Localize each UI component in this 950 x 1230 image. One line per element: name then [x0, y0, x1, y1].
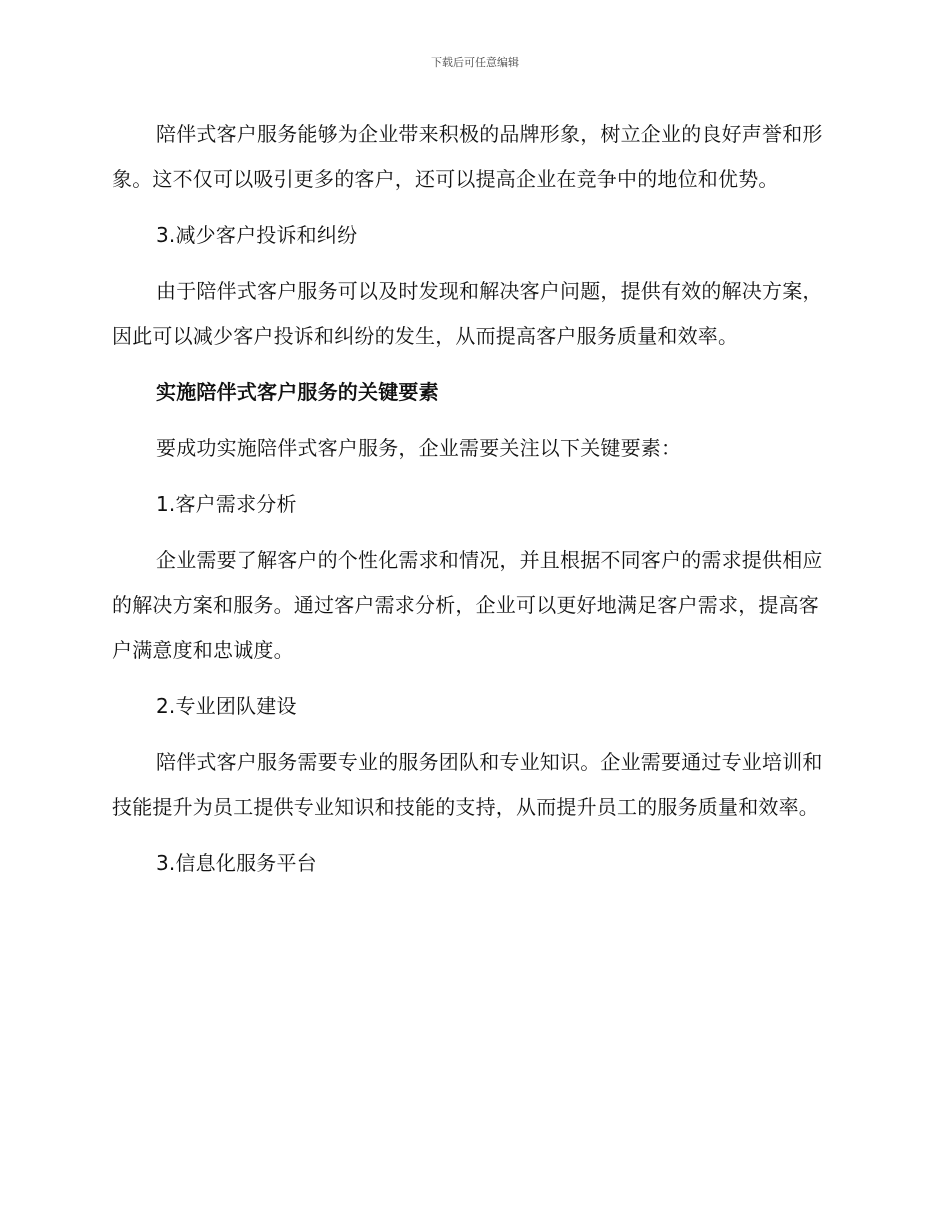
document-body: [112, 112, 832, 897]
paragraph-key-elements-intro: 要成功实施陪伴式客户服务，企业需要关注以下关键要素：: [156, 436, 682, 460]
subheading-reduce-complaints: 3.减少客户投诉和纠纷: [156, 223, 358, 247]
subheading-customer-needs: 1.客户需求分析: [156, 492, 297, 516]
page-header-note: 下载后可任意编辑: [431, 56, 519, 69]
subheading-service-platform: 3.信息化服务平台: [156, 851, 317, 875]
paragraph-reduce-complaints: 由于陪伴式客户服务可以及时发现和解决客户问题，提供有效的解决方案，因此可以减少客户投诉和纠纷的发生，从而提高客户服务质量和效率。: [112, 279, 823, 348]
section-heading-key-elements: 实施陪伴式客户服务的关键要素: [156, 380, 439, 404]
subheading-team-building: 2.专业团队建设: [156, 694, 297, 718]
paragraph-team-building: 陪伴式客户服务需要专业的服务团队和专业知识。企业需要通过专业培训和技能提升为员工提供专业知识和技能的支持，从而提升员工的服务质量和效率。: [112, 750, 823, 819]
paragraph-customer-needs: 企业需要了解客户的个性化需求和情况，并且根据不同客户的需求提供相应的解决方案和服务。通过客户需求分析，企业可以更好地满足客户需求，提高客户满意度和忠诚度。: [112, 548, 823, 662]
paragraph-brand-image: 陪伴式客户服务能够为企业带来积极的品牌形象，树立企业的良好声誉和形象。这不仅可以吸引更多的客户，还可以提高企业在竞争中的地位和优势。: [112, 122, 823, 191]
